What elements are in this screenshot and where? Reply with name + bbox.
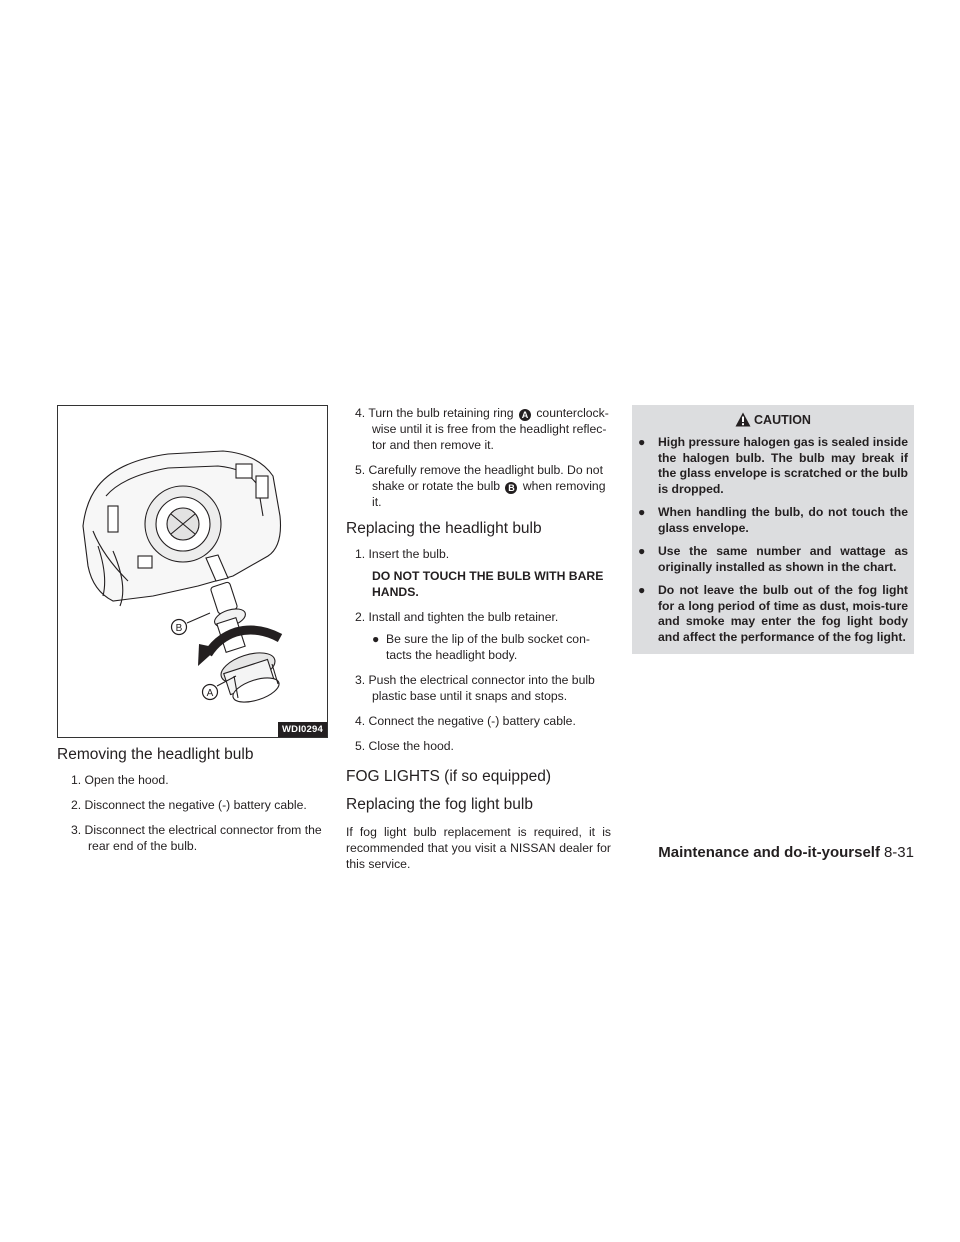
caution-text: Use the same number and wattage as originally installed as shown in the chart. (658, 544, 908, 574)
left-column (57, 405, 328, 863)
caution-item (638, 505, 908, 536)
bullet-icon: ● (638, 505, 646, 519)
bullet-icon: ● (372, 632, 380, 646)
caution-header (638, 410, 908, 435)
fog-lights-heading: FOG LIGHTS (if so equipped) (346, 768, 552, 785)
headlight-figure (57, 405, 328, 738)
list-item: 4. Connect the negative (-) battery cable. (355, 714, 576, 728)
bullet-item (372, 631, 611, 663)
caution-title: CAUTION (754, 413, 811, 427)
removing-heading: Removing the headlight bulb (57, 746, 254, 763)
warning-note: DO NOT TOUCH THE BULB WITH BARE HANDS. (372, 569, 604, 599)
callout-a-label: A (206, 688, 214, 699)
caution-item (638, 544, 908, 575)
page-number: 8-31 (883, 844, 914, 861)
headlight-bulb-illustration (58, 406, 327, 737)
step5-text-b: when removing it. (372, 479, 606, 509)
list-item: 1. Open the hood. (71, 773, 169, 787)
fog-replacing-heading: Replacing the fog light bulb (346, 796, 533, 813)
caution-text: High pressure halogen gas is sealed inside the halogen bulb. The bulb may break if the glass envelope is scratched or the bulb is dropped. (658, 435, 908, 496)
list-item: 5. Close the hood. (355, 739, 454, 753)
step-text: 1. Insert the bulb. (355, 547, 450, 561)
fog-body-text: If fog light bulb replacement is required, it is recommended that you visit a NISSAN dealer for this service. (346, 825, 611, 871)
page-footer (658, 844, 914, 861)
callout-b-badge: B (505, 482, 517, 494)
list-item (346, 609, 611, 663)
caution-text: When handling the bulb, do not touch the glass envelope. (658, 505, 908, 535)
section-title: Maintenance and do-it-yourself (658, 844, 880, 861)
removing-steps (57, 772, 328, 854)
replacing-heading: Replacing the headlight bulb (346, 520, 542, 537)
caution-text: Do not leave the bulb out of the fog light for a long period of time as dust, mois-ture and smoke may enter the fog light body and affect the performance of the fog light. (658, 583, 908, 644)
bullet-icon: ● (638, 583, 646, 597)
caution-item (638, 435, 908, 497)
caution-box (632, 405, 914, 654)
bullet-text: Be sure the lip of the bulb socket con-tacts the headlight body. (386, 632, 590, 662)
replacing-steps (346, 546, 611, 754)
list-item (346, 546, 611, 600)
step-text: 2. Install and tighten the bulb retainer. (355, 610, 559, 624)
figure-code: WDI0294 (278, 722, 327, 737)
middle-column (346, 405, 611, 872)
list-item (346, 462, 611, 510)
callout-a-badge: A (519, 409, 531, 421)
list-item: 3. Push the electrical connector into the bulb plastic base until it snaps and stops. (355, 673, 595, 703)
step5-text-a: 5. Carefully remove the headlight bulb. Do not shake or rotate the bulb (355, 463, 603, 493)
warning-triangle-icon (735, 412, 751, 427)
step4-text-b: counterclock-wise until it is free from the headlight reflec-tor and then remove it. (372, 406, 609, 452)
bullet-icon: ● (638, 544, 646, 558)
removing-steps-continued (346, 405, 611, 510)
list-item (346, 405, 611, 453)
list-item: 3. Disconnect the electrical connector from the rear end of the bulb. (71, 823, 322, 853)
list-item: 2. Disconnect the negative (-) battery cable. (71, 798, 307, 812)
bullet-icon: ● (638, 435, 646, 449)
right-column (632, 405, 914, 654)
caution-item (638, 583, 908, 645)
callout-b-label: B (175, 623, 183, 634)
step4-text-a: 4. Turn the bulb retaining ring (355, 406, 517, 420)
